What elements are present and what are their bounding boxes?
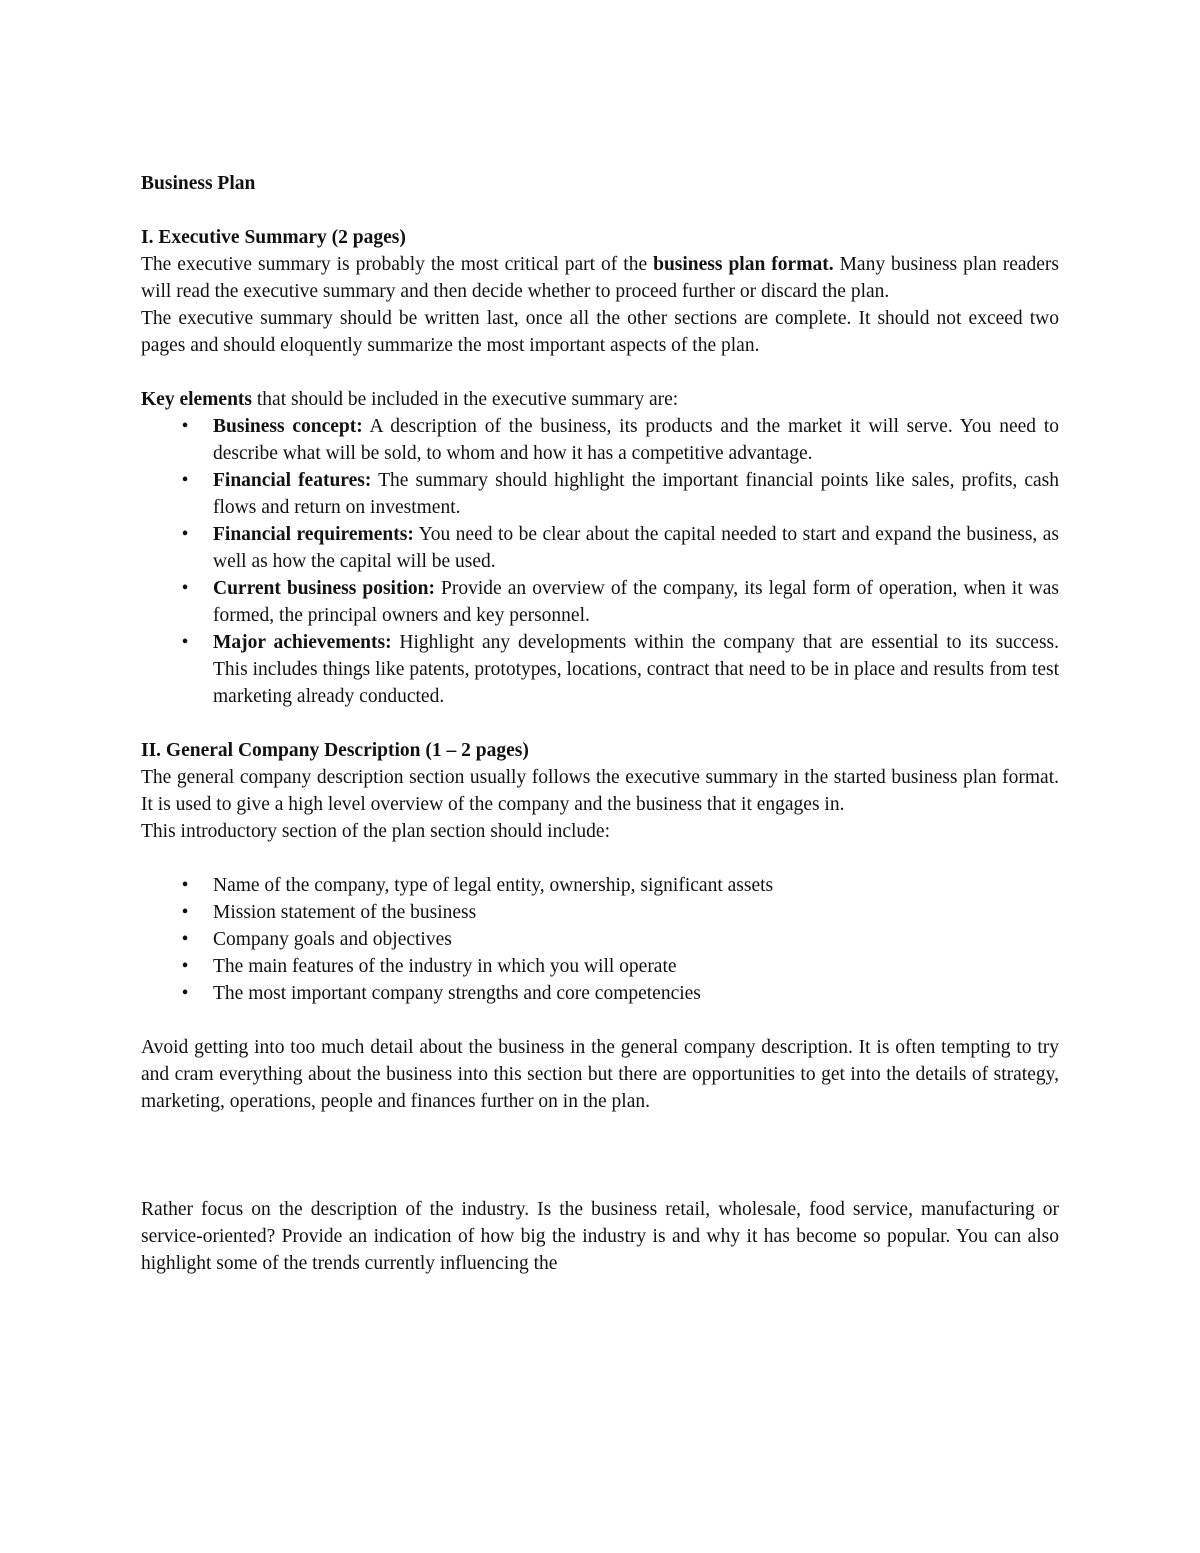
list-item-text: You need to be clear about the capital needed to start and expand the business, as well as how the capital will be used. (213, 524, 1059, 572)
list-item (141, 467, 1059, 521)
list-item-text: A description of the business, its products and the market it will serve. You need to describe what will be sold, to whom and how it has a competitive advantage. (213, 416, 1059, 464)
list-item-text: Company goals and objectives (213, 929, 452, 950)
bullet-icon: • (181, 902, 189, 923)
section-2-heading: II. General Company Description (1 – 2 pages) (141, 740, 529, 761)
document-title: Business Plan (141, 173, 256, 194)
key-elements-list (141, 413, 1059, 710)
section-1-paragraph-2: The executive summary should be written last, once all the other sections are complete. It should not exceed two pages and should eloquently summarize the most important aspects of the plan. (141, 308, 1059, 356)
list-item (141, 926, 1059, 953)
bullet-icon: • (181, 524, 189, 545)
spacer (141, 359, 1059, 386)
list-item-text: Provide an overview of the company, its legal form of operation, when it was formed, the principal owners and key personnel. (213, 578, 1059, 626)
section-1-heading: I. Executive Summary (2 pages) (141, 227, 406, 248)
key-elements-intro (141, 386, 1059, 413)
document-page (141, 170, 1059, 1277)
section-2-paragraph-3: Avoid getting into too much detail about the business in the general company description. It is often tempting to try and cram everything about the business into this section but there are opportunities to get into the details of strategy, marketing, operations, people and finances further on in the plan. (141, 1037, 1059, 1112)
bullet-icon: • (181, 956, 189, 977)
bullet-icon: • (181, 929, 189, 950)
bullet-icon: • (181, 875, 189, 896)
list-item (141, 980, 1059, 1007)
section-2-paragraph-2: This introductory section of the plan section should include: (141, 821, 610, 842)
list-item-term: Financial features: (213, 470, 372, 491)
list-item (141, 953, 1059, 980)
bullet-icon: • (181, 470, 189, 491)
bullet-icon: • (181, 632, 189, 653)
section-2-paragraph-1: The general company description section usually follows the executive summary in the started business plan format. It is used to give a high level overview of the company and the business that it engages in. (141, 767, 1059, 815)
company-description-list (141, 872, 1059, 1007)
list-item-text: The main features of the industry in which you will operate (213, 956, 677, 977)
list-item (141, 899, 1059, 926)
list-item-text: The summary should highlight the important financial points like sales, profits, cash flows and return on investment. (213, 470, 1059, 518)
list-item-term: Financial requirements: (213, 524, 414, 545)
spacer (141, 1007, 1059, 1034)
list-item-term: Business concept: (213, 416, 363, 437)
paragraph-text: The executive summary is probably the most critical part of the (141, 254, 654, 275)
list-item-term: Major achievements: (213, 632, 392, 653)
list-item (141, 413, 1059, 467)
paragraph-text: that should be included in the executive summary are: (252, 389, 679, 410)
spacer (141, 197, 1059, 224)
list-item-text: Mission statement of the business (213, 902, 477, 923)
list-item-term: Current business position: (213, 578, 435, 599)
bold-phrase: business plan format. (653, 254, 834, 275)
list-item-text: Name of the company, type of legal entity, ownership, significant assets (213, 875, 774, 896)
list-item (141, 575, 1059, 629)
paragraph-text: Many business plan readers will read the executive summary and then decide whether to proceed further or discard the plan. (141, 254, 1059, 302)
spacer (141, 710, 1059, 737)
list-item-text: Highlight any developments within the company that are essential to its success. This includes things like patents, prototypes, locations, contract that need to be in place and results from test marketing already conducted. (213, 632, 1059, 707)
list-item (141, 872, 1059, 899)
section-2-paragraph-4: Rather focus on the description of the industry. Is the business retail, wholesale, food service, manufacturing or service-oriented? Provide an indication of how big the industry is and why it has become so popular. You can also highlight some of the trends currently influencing the (141, 1199, 1059, 1274)
list-item (141, 629, 1059, 710)
spacer (141, 1169, 1059, 1196)
spacer (141, 1142, 1059, 1169)
bullet-icon: • (181, 983, 189, 1004)
spacer (141, 845, 1059, 872)
bold-phrase: Key elements (141, 389, 253, 410)
bullet-icon: • (181, 578, 189, 599)
section-1-paragraph-1 (141, 251, 1059, 305)
spacer (141, 1115, 1059, 1142)
list-item-text: The most important company strengths and core competencies (213, 983, 701, 1004)
list-item (141, 521, 1059, 575)
bullet-icon: • (181, 416, 189, 437)
